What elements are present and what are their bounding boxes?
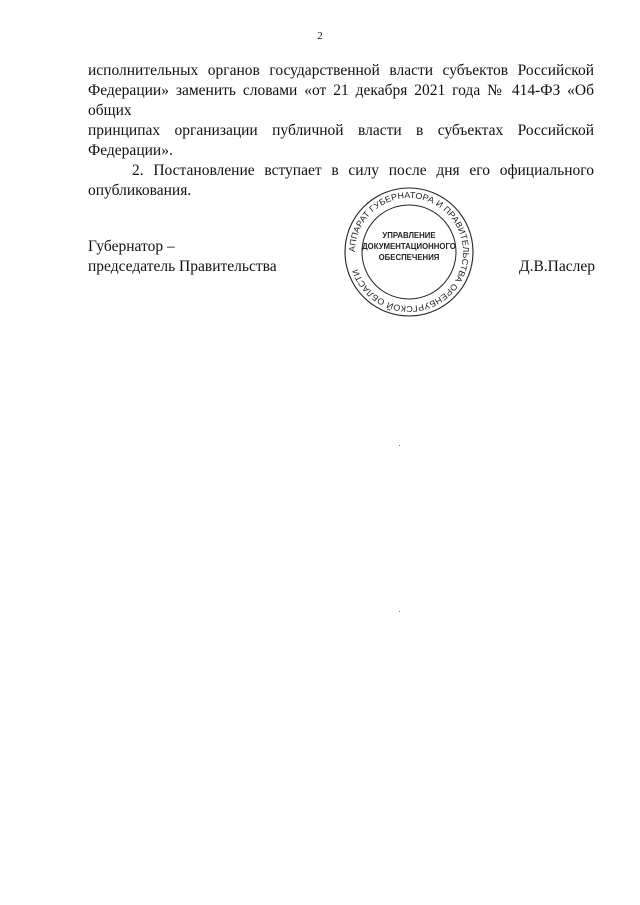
- signatory-title: [88, 237, 277, 277]
- scan-speck: [399, 611, 400, 612]
- svg-text:АППАРАТ ГУБЕРНАТОРА И ПРАВИТЕЛ: [347, 190, 471, 314]
- official-stamp: [343, 186, 475, 318]
- paragraph-line: исполнительных органов государственной власти субъектов Российской: [88, 62, 594, 79]
- signatory-name: Д.В.Паслер: [519, 258, 595, 275]
- paragraph-line: опубликования.: [88, 182, 192, 199]
- page-number: 2: [317, 30, 323, 42]
- stamp-outer-ring: [345, 188, 473, 316]
- paragraph-line: Федерации».: [88, 142, 173, 159]
- stamp-center-line: УПРАВЛЕНИЕ: [382, 231, 436, 240]
- stamp-inner-ring: [362, 205, 456, 299]
- stamp-ring-text: АППАРАТ ГУБЕРНАТОРА И ПРАВИТЕЛЬСТВА ОРЕНБУРГСКОЙ ОБЛАСТИ: [346, 189, 472, 315]
- signatory-title-line: председатель Правительства: [88, 258, 277, 275]
- document-body: [88, 61, 594, 201]
- paragraph-line: принципах организации публичной власти в субъектах Российской: [88, 122, 594, 139]
- stamp-center-line: ОБЕСПЕЧЕНИЯ: [378, 253, 440, 262]
- paragraph-line: Федерации» заменить словами «от 21 декабря 2021 года № 414-ФЗ «Об общих: [88, 82, 594, 119]
- paragraph-line: 2. Постановление вступает в силу после дня его официального: [132, 162, 594, 179]
- scan-speck: [399, 445, 400, 446]
- signatory-title-line: Губернатор –: [88, 238, 175, 255]
- stamp-center-line: ДОКУМЕНТАЦИОННОГО: [362, 242, 456, 251]
